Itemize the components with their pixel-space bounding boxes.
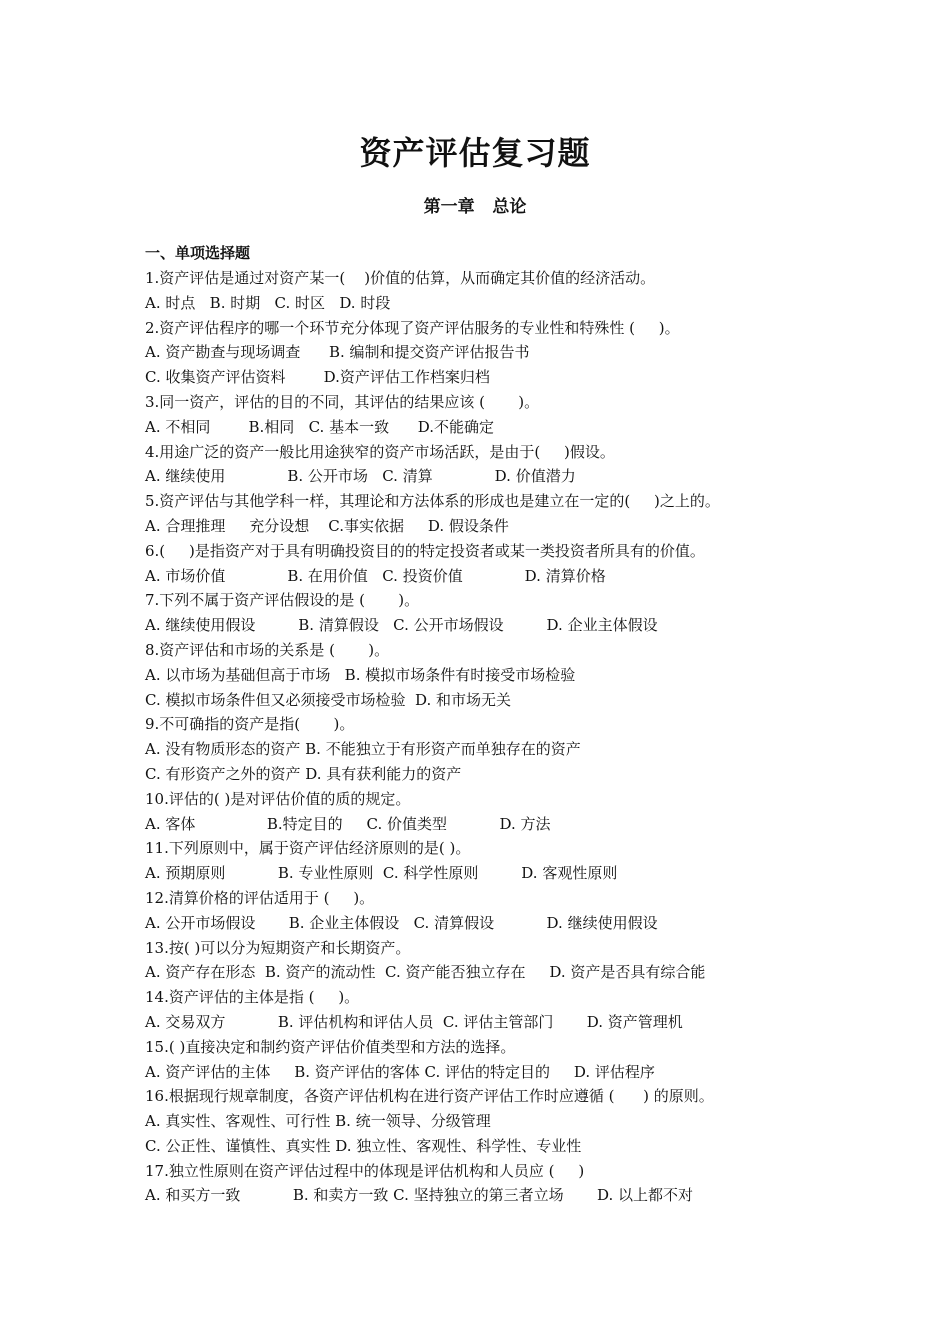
answer-options: A. 客体 B.特定目的 C. 价值类型 D. 方法: [145, 814, 551, 833]
answer-options: C. 收集资产评估资料 D.资产评估工作档案归档: [145, 368, 490, 387]
question-text: 13.按( )可以分为短期资产和长期资产。: [145, 938, 411, 957]
question-text: 7.下列不属于资产评估假设的是 ( )。: [145, 591, 420, 610]
question-text: 17.独立性原则在资产评估过程中的体现是评估机构和人员应 ( ): [145, 1161, 585, 1180]
answer-options: A. 资产存在形态 B. 资产的流动性 C. 资产能否独立存在 D. 资产是否具有综合能: [145, 963, 706, 982]
answer-options: C. 公正性、谨慎性、真实性 D. 独立性、客观性、科学性、专业性: [145, 1136, 582, 1155]
answer-options: A. 和买方一致 B. 和卖方一致 C. 坚持独立的第三者立场 D. 以上都不对: [145, 1186, 694, 1205]
question-text: 1.资产评估是通过对资产某一( )价值的估算，从而确定其价值的经济活动。: [145, 269, 656, 287]
answer-options: A. 继续使用 B. 公开市场 C. 清算 D. 价值潜力: [145, 467, 576, 486]
question-text: 4.用途广泛的资产一般比用途狭窄的资产市场活跃，是由于( )假设。: [145, 442, 615, 461]
answer-options: A. 没有物质形态的资产 B. 不能独立于有形资产而单独存在的资产: [145, 740, 581, 759]
answer-options: A. 资产评估的主体 B. 资产评估的客体 C. 评估的特定目的 D. 评估程序: [145, 1062, 655, 1081]
question-text: 16.根据现行规章制度，各资产评估机构在进行资产评估工作时应遵循 ( ) 的原则。: [145, 1087, 714, 1106]
answer-options: A. 公开市场假设 B. 企业主体假设 C. 清算假设 D. 继续使用假设: [145, 913, 658, 932]
question-text: 10.评估的( )是对评估价值的质的规定。: [145, 789, 411, 808]
answer-options: A. 预期原则 B. 专业性原则 C. 科学性原则 D. 客观性原则: [145, 864, 618, 883]
answer-options: C. 有形资产之外的资产 D. 具有获利能力的资产: [145, 764, 462, 783]
answer-options: A. 市场价值 B. 在用价值 C. 投资价值 D. 清算价格: [145, 566, 606, 585]
question-text: 2.资产评估程序的哪一个环节充分体现了资产评估服务的专业性和特殊性 ( )。: [145, 318, 680, 337]
question-text: 3.同一资产，评估的目的不同，其评估的结果应该 ( )。: [145, 392, 540, 411]
question-text: 15.( )直接决定和制约资产评估价值类型和方法的选择。: [145, 1037, 516, 1056]
answer-options: A. 时点 B. 时期 C. 时区 D. 时段: [145, 293, 391, 312]
chapter-heading: 第一章 总论: [423, 197, 527, 217]
answer-options: A. 继续使用假设 B. 清算假设 C. 公开市场假设 D. 企业主体假设: [145, 616, 658, 635]
answer-options: A. 交易双方 B. 评估机构和评估人员 C. 评估主管部门 D. 资产管理机: [145, 1012, 683, 1031]
question-list: [145, 266, 825, 1208]
answer-options: A. 以市场为基础但高于市场 B. 模拟市场条件有时接受市场检验: [145, 665, 576, 684]
question-text: 11.下列原则中，属于资产评估经济原则的是( )。: [145, 839, 471, 858]
answer-options: A. 资产勘查与现场调查 B. 编制和提交资产评估报告书: [145, 343, 530, 362]
document-title: 资产评估复习题: [359, 134, 591, 172]
answer-options: C. 模拟市场条件但又必须接受市场检验 D. 和市场无关: [145, 690, 512, 709]
answer-options: A. 不相同 B.相同 C. 基本一致 D.不能确定: [145, 417, 494, 436]
question-text: 14.资产评估的主体是指 ( )。: [145, 988, 360, 1007]
answer-options: A. 真实性、客观性、可行性 B. 统一领导、分级管理: [145, 1112, 491, 1131]
answer-options: A. 合理推理 充分设想 C.事实依据 D. 假设条件: [145, 516, 509, 535]
section-heading: 一、单项选择题: [145, 244, 251, 262]
question-text: 6.( )是指资产对于具有明确投资目的的特定投资者或某一类投资者所具有的价值。: [145, 541, 705, 560]
question-text: 8.资产评估和市场的关系是 ( )。: [145, 640, 390, 659]
question-text: 5.资产评估与其他学科一样，其理论和方法体系的形成也是建立在一定的( )之上的。: [145, 492, 720, 511]
question-text: 12.清算价格的评估适用于 ( )。: [145, 888, 375, 907]
question-text: 9.不可确指的资产是指( )。: [145, 715, 355, 734]
